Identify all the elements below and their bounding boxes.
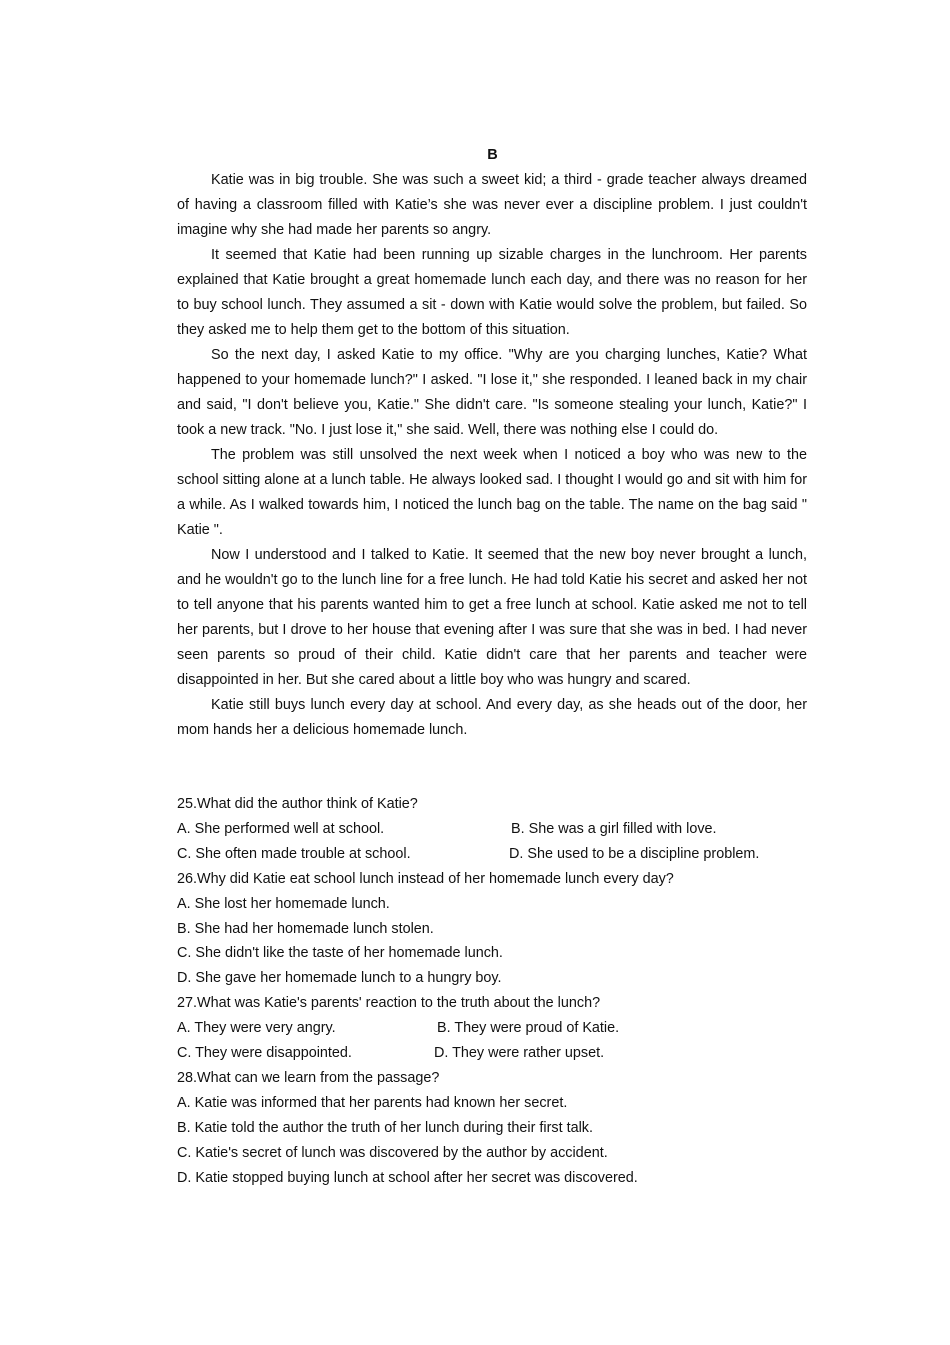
passage-paragraph-5: Now I understood and I talked to Katie. It seemed that the new boy never brought a lunch, and he wouldn't go to the lunch line for a free lunch. He had told Katie his secret and asked her not to tell anyone that his parents wanted him to get a free lunch at school. Katie asked me not to tell her parents, but I drove to her house that evening after I was sure that she was in bed. I had never seen parents so proud of their child. Katie didn't care that her parents and teacher were disappointed in her. But she cared about a little boy who was hungry and scared. [177,547,807,688]
option-b: B. She was a girl filled with love. [511,820,717,837]
passage-paragraph-4: The problem was still unsolved the next week when I noticed a boy who was new to the school sitting alone at a lunch table. He always looked sad. I thought I would go and sit with him for a while. As I walked towards him, I noticed the lunch bag on the table. The name on the bag said " Katie ". [177,447,807,538]
option-a: A. Katie was informed that her parents had known her secret. [177,1094,568,1111]
section-label: B [487,147,498,163]
question-list [177,792,817,1191]
option-a: A. She lost her homemade lunch. [177,895,390,912]
option-b: B. They were proud of Katie. [437,1020,620,1037]
passage-paragraph-2: It seemed that Katie had been running up sizable charges in the lunchroom. Her parents explained that Katie brought a great homemade lunch each day, and there was no reason for her to buy school lunch. They assumed a sit - down with Katie would solve the problem, but failed. So they asked me to help them get to the bottom of this situation. [177,247,807,338]
option-d: D. They were rather upset. [434,1045,605,1062]
passage-paragraph-1: Katie was in big trouble. She was such a sweet kid; a third - grade teacher always dreamed of having a classroom filled with Katie’s she was never ever a discipline problem. I just couldn't imagine why she had made her parents so angry. [177,172,807,238]
question-stem: 27.What was Katie's parents' reaction to the truth about the lunch? [177,995,601,1012]
passage-paragraph-3: So the next day, I asked Katie to my office. "Why are you charging lunches, Katie? What happened to your homemade lunch?" I asked. "I lose it," she responded. I leaned back in my chair and said, "I don't believe you, Katie." She didn't care. "Is someone stealing your lunch, Katie?" I took a new track. "No. I just lose it," she said. Well, there was nothing else I could do. [177,347,807,438]
question-27 [177,991,817,1066]
option-c: C. They were disappointed. [177,1045,352,1062]
option-c: C. She didn't like the taste of her homemade lunch. [177,945,503,962]
option-b: B. Katie told the author the truth of her lunch during their first talk. [177,1119,593,1136]
option-d: D. She gave her homemade lunch to a hungry boy. [177,970,502,987]
reading-passage [177,168,807,743]
passage-paragraph-6: Katie still buys lunch every day at school. And every day, as she heads out of the door, her mom hands her a delicious homemade lunch. [177,697,807,738]
question-28 [177,1066,817,1191]
option-b: B. She had her homemade lunch stolen. [177,920,434,937]
option-c: C. She often made trouble at school. [177,845,411,862]
question-stem: 25.What did the author think of Katie? [177,796,418,812]
question-25 [177,792,817,867]
option-a: A. She performed well at school. [177,820,385,837]
question-26 [177,867,817,992]
option-d: D. Katie stopped buying lunch at school after her secret was discovered. [177,1169,638,1186]
option-d: D. She used to be a discipline problem. [509,845,760,862]
option-a: A. They were very angry. [177,1020,336,1037]
question-stem: 26.Why did Katie eat school lunch instead of her homemade lunch every day? [177,870,674,887]
question-stem: 28.What can we learn from the passage? [177,1069,440,1086]
option-c: C. Katie's secret of lunch was discovered by the author by accident. [177,1144,608,1161]
